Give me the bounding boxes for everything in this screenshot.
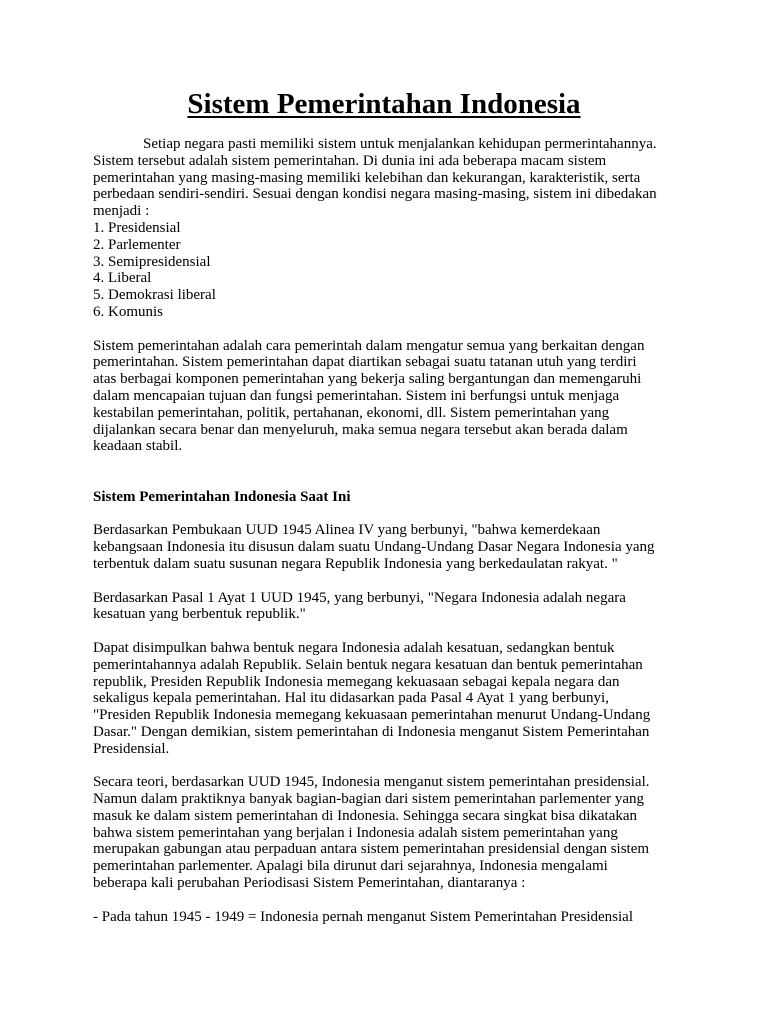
list-item: 1. Presidensial xyxy=(93,219,181,236)
paragraph-gap xyxy=(93,623,693,640)
text-line: kestabilan pemerintahan, politik, pertahanan, ekonomi, dll. Sistem pemerintahan yang xyxy=(93,404,610,421)
text-line: perbedaan sendiri-sendiri. Sesuai dengan kondisi negara masing-masing, sistem ini dibedakan xyxy=(93,186,657,203)
pasal-paragraph xyxy=(93,590,693,624)
text-line: kebangsaan Indonesia itu disusun dalam suatu Undang-Undang Dasar Negara Indonesia yang xyxy=(93,539,655,556)
intro-paragraph xyxy=(93,136,693,220)
text-line: beberapa kali perubahan Periodisasi Sistem Pemerintahan, diantaranya : xyxy=(93,875,526,892)
text-line: - Pada tahun 1945 - 1949 = Indonesia pernah menganut Sistem Pemerintahan Presidensial xyxy=(93,908,634,925)
text-line: Setiap negara pasti memiliki sistem untuk menjalankan kehidupan permerintahannya. xyxy=(143,136,657,152)
text-line: Berdasarkan Pasal 1 Ayat 1 UUD 1945, yang berbunyi, "Negara Indonesia adalah negara xyxy=(93,589,626,606)
paragraph-gap xyxy=(93,892,693,909)
list-item: 4. Liberal xyxy=(93,270,152,287)
text-line: kesatuan yang berbentuk republik." xyxy=(93,606,306,623)
text-line: menjadi : xyxy=(93,203,150,220)
text-line: dijalankan secara benar dan menyeluruh, maka semua negara tersebut akan berada dalam xyxy=(93,421,628,438)
paragraph-gap xyxy=(93,506,693,523)
periode-paragraph xyxy=(93,909,693,926)
list-item: 5. Demokrasi liberal xyxy=(93,287,216,304)
text-line: pemerintahan yang masing-masing memiliki kelebihan dan kekurangan, karakteristik, serta xyxy=(93,169,641,186)
text-line: terbentuk dalam suatu susunan negara Republik Indonesia yang berkedaulatan rakyat. " xyxy=(93,555,618,572)
text-line: sekaligus kepala pemerintahan. Hal itu didasarkan pada Pasal 4 Ayat 1 yang berbunyi, xyxy=(93,690,609,707)
text-line: Namun dalam praktiknya banyak bagian-bagian dari sistem pemerintahan parlementer yang xyxy=(93,791,645,808)
text-line: "Presiden Republik Indonesia memegang kekuasaan pemerintahan menurut Undang-Undang xyxy=(93,707,651,724)
text-line: pemerintahan parlementer. Apalagi bila dirunut dari sejarahnya, Indonesia mengalami xyxy=(93,858,608,875)
text-line: Dapat disimpulkan bahwa bentuk negara Indonesia adalah kesatuan, sedangkan bentuk xyxy=(93,639,615,656)
text-line: pemerintahan. Sistem pemerintahan dapat diartikan sebagai suatu tatanan utuh yang terdiri xyxy=(93,354,637,371)
list-item: 2. Parlementer xyxy=(93,236,181,253)
text-line: keadaan stabil. xyxy=(93,438,183,455)
text-line: merupakan gabungan atau perpaduan antara sistem pemerintahan presidensial dengan sistem xyxy=(93,841,650,858)
system-list xyxy=(93,220,693,321)
text-line: republik, Presiden Republik Indonesia memegang kekuasaan sebagai kepala negara dan xyxy=(93,673,620,690)
teori-paragraph xyxy=(93,774,693,892)
text-line: Sistem tersebut adalah sistem pemerintahan. Di dunia ini ada beberapa macam sistem xyxy=(93,152,607,169)
list-item: 3. Semipresidensial xyxy=(93,253,211,270)
paragraph-gap xyxy=(93,321,693,338)
definition-paragraph xyxy=(93,338,693,456)
list-item: 6. Komunis xyxy=(93,303,164,320)
paragraph-gap xyxy=(93,573,693,590)
text-line: dalam mencapaian tujuan dan fungsi pemerintahan. Sistem ini berfungsi untuk menjaga xyxy=(93,387,620,404)
document-body xyxy=(93,136,693,925)
section-heading: Sistem Pemerintahan Indonesia Saat Ini xyxy=(93,488,351,505)
paragraph-gap xyxy=(93,757,693,774)
kesimpulan-paragraph xyxy=(93,640,693,758)
text-line: Presidensial. xyxy=(93,740,170,757)
pembukaan-paragraph xyxy=(93,522,693,572)
text-line: masuk ke dalam sistem pemerintahan di Indonesia. Sehingga secara singkat bisa dikatakan xyxy=(93,807,638,824)
text-line: Dasar." Dengan demikian, sistem pemerintahan di Indonesia menganut Sistem Pemerintahan xyxy=(93,723,650,740)
paragraph-gap xyxy=(93,472,693,489)
text-line: bahwa sistem pemerintahan yang berjalan i Indonesia adalah sistem pemerintahan yang xyxy=(93,824,618,841)
document-title: Sistem Pemerintahan Indonesia xyxy=(187,88,581,120)
text-line: Sistem pemerintahan adalah cara pemerintah dalam mengatur semua yang berkaitan dengan xyxy=(93,337,645,354)
text-line: Secara teori, berdasarkan UUD 1945, Indonesia menganut sistem pemerintahan presidensial. xyxy=(93,774,650,791)
text-line: Berdasarkan Pembukaan UUD 1945 Alinea IV yang berbunyi, "bahwa kemerdekaan xyxy=(93,522,601,539)
paragraph-gap xyxy=(93,455,693,472)
text-line: pemerintahannya adalah Republik. Selain bentuk negara kesatuan dan bentuk pemerintahan xyxy=(93,656,643,673)
text-line: atas berbagai komponen pemerintahan yang bekerja saling bergantungan dan memengaruhi xyxy=(93,371,642,388)
